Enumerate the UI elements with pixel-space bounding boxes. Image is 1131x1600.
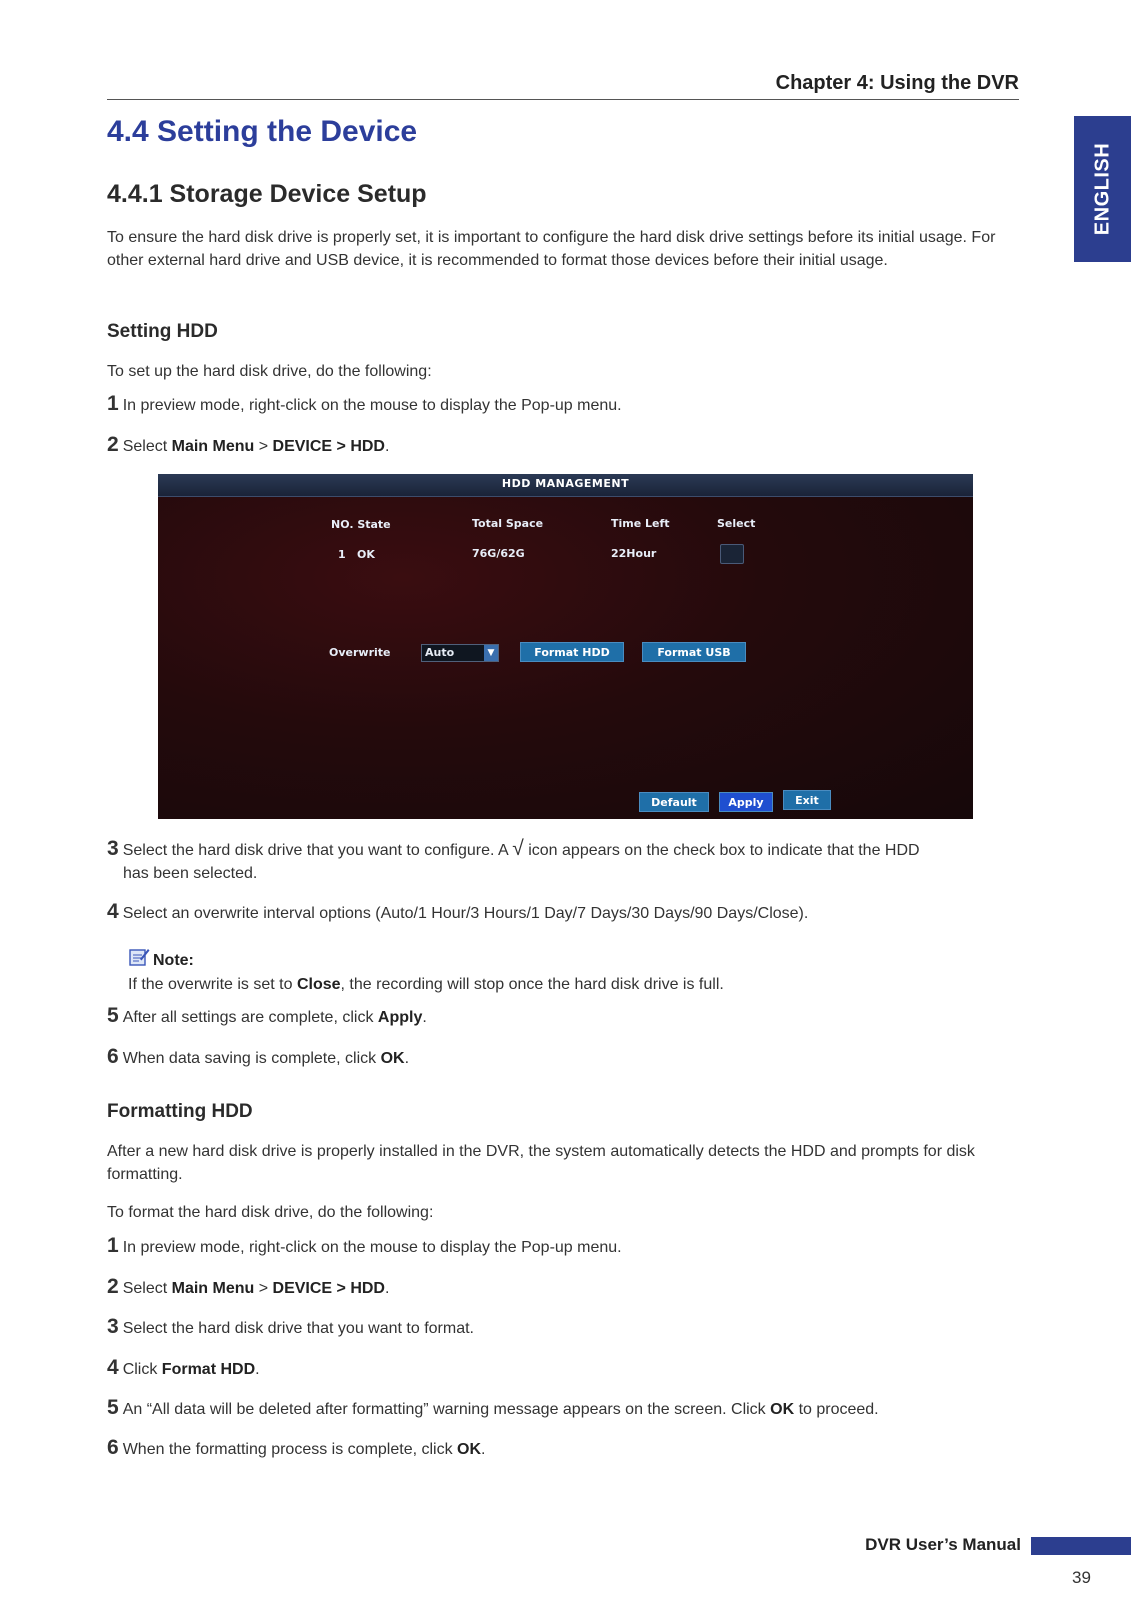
- step-number: 2: [107, 433, 119, 456]
- row-total-space: 76G/62G: [472, 547, 525, 560]
- section-title: 4.4 Setting the Device: [107, 115, 418, 148]
- step-number: 5: [107, 1396, 119, 1419]
- step-text: .: [384, 438, 390, 455]
- step-bold: OK: [380, 1050, 405, 1067]
- step-bold: Main Menu: [171, 1280, 255, 1297]
- note-text-part: , the recording will stop once the hard disk drive is full.: [340, 976, 724, 993]
- step-text: >: [254, 1280, 273, 1297]
- chevron-down-icon[interactable]: ▼: [484, 645, 498, 661]
- step-bold: DEVICE > HDD: [272, 1280, 385, 1297]
- format-step-4: [107, 1356, 1022, 1381]
- setting-hdd-lead: To set up the hard disk drive, do the following:: [107, 363, 432, 380]
- col-total-space: Total Space: [472, 517, 544, 530]
- step-number: 6: [107, 1436, 119, 1459]
- row-state: OK: [357, 548, 375, 561]
- step-text: An “All data will be deleted after formatting” warning message appears on the screen. Click: [122, 1401, 771, 1418]
- step-number: 4: [107, 1356, 119, 1379]
- note-icon: [128, 947, 150, 967]
- subsection-title: 4.4.1 Storage Device Setup: [107, 180, 427, 208]
- col-select: Select: [717, 517, 756, 530]
- format-step-6: [107, 1436, 1022, 1461]
- page-number: 39: [1072, 1568, 1091, 1587]
- step-bold: Main Menu: [171, 438, 255, 455]
- note-bold: Close: [296, 976, 341, 993]
- step-text: .: [384, 1280, 390, 1297]
- step-text: Click: [122, 1361, 162, 1378]
- step-number: 5: [107, 1004, 119, 1027]
- step-text: Select: [122, 1280, 172, 1297]
- checkmark-icon: √: [512, 837, 524, 860]
- setting-step-4: [107, 900, 1022, 925]
- overwrite-value: Auto: [425, 646, 455, 659]
- format-hdd-button[interactable]: Format HDD: [520, 642, 624, 662]
- step-text: When the formatting process is complete, click: [122, 1441, 458, 1458]
- note-label: Note:: [153, 952, 194, 969]
- note-text: [128, 973, 724, 996]
- step-bold: Apply: [377, 1009, 423, 1026]
- format-usb-button[interactable]: Format USB: [642, 642, 746, 662]
- setting-step-1: [107, 392, 1022, 417]
- formatting-hdd-intro: After a new hard disk drive is properly installed in the DVR, the system automatically detects the HDD and prompts for disk formatting.: [107, 1143, 975, 1183]
- select-checkbox[interactable]: [720, 544, 744, 564]
- step-number: 1: [107, 1234, 119, 1257]
- step-number: 3: [107, 1315, 119, 1338]
- step-text: .: [404, 1050, 410, 1067]
- intro-paragraph: To ensure the hard disk drive is properly set, it is important to configure the hard disk drive settings before its initial usage. For other external hard drive and USB device, it is recommended to format those devices before their initial usage.: [107, 229, 996, 269]
- step-text: In preview mode, right-click on the mouse to display the Pop-up menu.: [122, 1239, 622, 1256]
- step-text: >: [254, 438, 273, 455]
- step-text-continued: has been selected.: [123, 865, 258, 882]
- col-time-left: Time Left: [611, 517, 670, 530]
- step-number: 6: [107, 1045, 119, 1068]
- setting-step-6: [107, 1045, 1022, 1070]
- note-text-part: If the overwrite is set to: [128, 976, 297, 993]
- format-step-5: [107, 1396, 1022, 1421]
- step-text: Select: [122, 438, 172, 455]
- step-text: When data saving is complete, click: [122, 1050, 381, 1067]
- setting-hdd-heading: Setting HDD: [107, 321, 218, 342]
- format-step-2: [107, 1275, 1022, 1300]
- language-tab: [1074, 116, 1131, 262]
- setting-step-5: [107, 1004, 1022, 1029]
- exit-button[interactable]: Exit: [783, 790, 831, 810]
- step-text: Select the hard disk drive that you want to configure. A: [122, 842, 513, 859]
- hdd-management-screenshot: [158, 474, 973, 819]
- step-text: to proceed.: [794, 1401, 879, 1418]
- step-text: Select an overwrite interval options (Auto/1 Hour/3 Hours/1 Day/7 Days/30 Days/90 Days/Close).: [122, 905, 809, 922]
- overwrite-label: Overwrite: [329, 646, 391, 659]
- step-number: 2: [107, 1275, 119, 1298]
- apply-button[interactable]: Apply: [719, 792, 773, 812]
- dvr-title: HDD MANAGEMENT: [501, 477, 630, 490]
- step-number: 1: [107, 392, 119, 415]
- step-number: 3: [107, 837, 119, 860]
- row-no: 1: [338, 548, 346, 561]
- formatting-hdd-heading: Formatting HDD: [107, 1101, 253, 1122]
- step-text: Select the hard disk drive that you want to format.: [122, 1320, 474, 1337]
- chapter-header: Chapter 4: Using the DVR: [107, 70, 1019, 100]
- row-time-left: 22Hour: [611, 547, 657, 560]
- format-step-1: [107, 1234, 1022, 1259]
- step-text: icon appears on the check box to indicate that the HDD: [523, 842, 920, 859]
- step-text: .: [481, 1441, 486, 1458]
- step-text: .: [422, 1009, 427, 1026]
- overwrite-select[interactable]: [421, 644, 499, 662]
- footer-manual-title: DVR User’s Manual: [865, 1535, 1021, 1554]
- format-step-3: [107, 1315, 1022, 1340]
- col-no-state: NO. State: [331, 518, 391, 531]
- step-bold: OK: [457, 1441, 482, 1458]
- footer-accent-bar: [1031, 1537, 1131, 1555]
- default-button[interactable]: Default: [639, 792, 709, 812]
- setting-step-2: [107, 433, 1022, 458]
- step-text: After all settings are complete, click: [122, 1009, 378, 1026]
- step-bold: Format HDD: [161, 1361, 256, 1378]
- step-bold: OK: [770, 1401, 795, 1418]
- step-text: .: [255, 1361, 260, 1378]
- formatting-hdd-lead: To format the hard disk drive, do the following:: [107, 1204, 434, 1221]
- language-tab-label: ENGLISH: [1091, 142, 1113, 236]
- step-bold: DEVICE > HDD: [272, 438, 385, 455]
- step-number: 4: [107, 900, 119, 923]
- setting-step-3: [107, 837, 1022, 885]
- step-text: In preview mode, right-click on the mouse to display the Pop-up menu.: [122, 397, 622, 414]
